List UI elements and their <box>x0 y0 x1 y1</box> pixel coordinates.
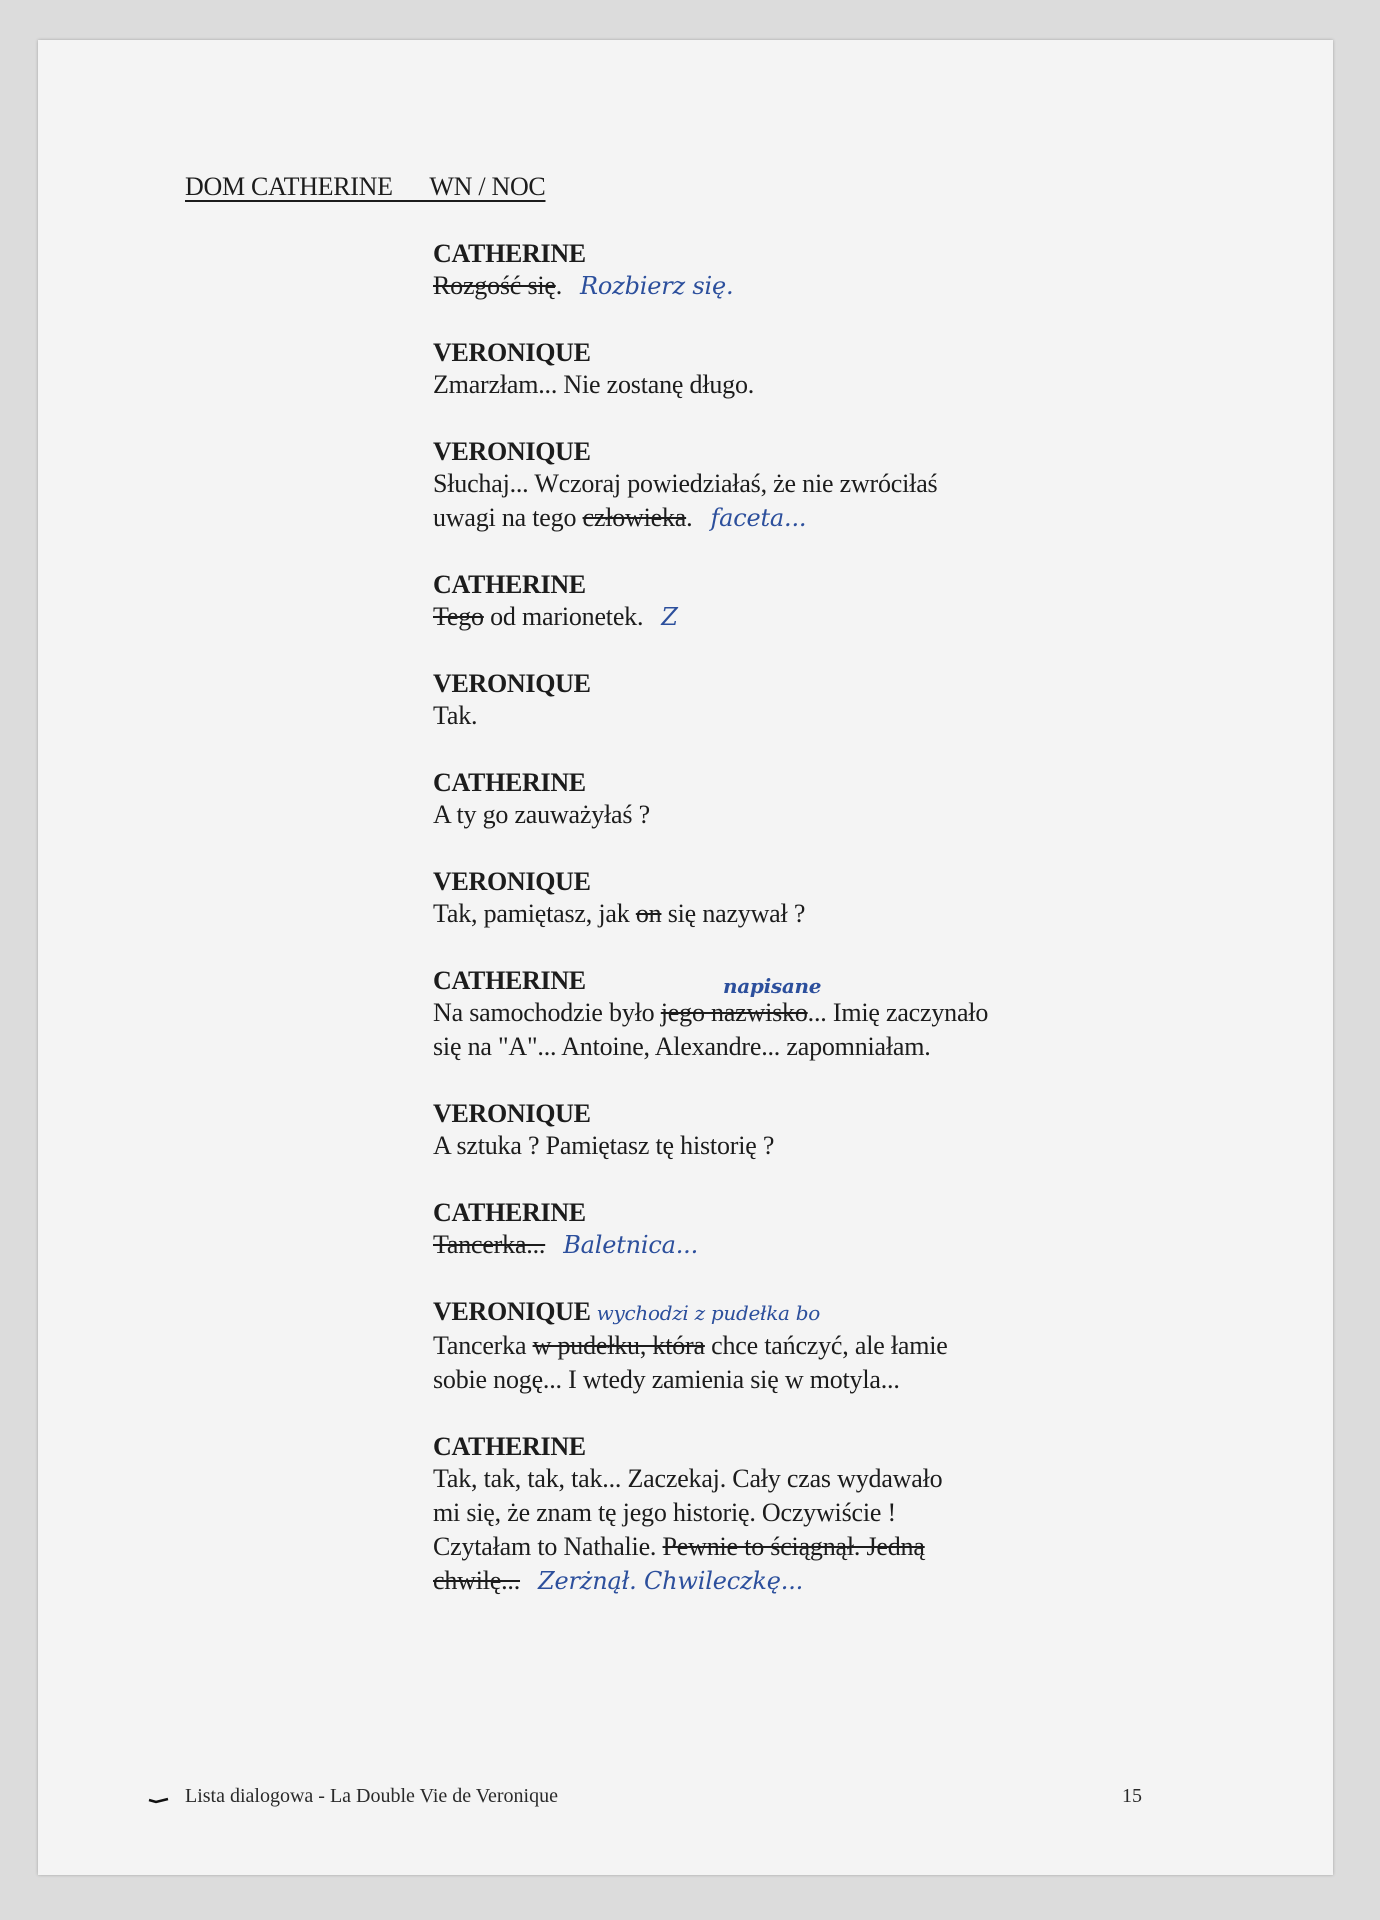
struck-text: Rozgość się <box>433 271 556 300</box>
dialogue-line <box>433 1564 1153 1598</box>
dialogue-list <box>433 238 1153 1632</box>
struck-text: Tancerka... <box>433 1230 546 1259</box>
line-text: A sztuka ? Pamiętasz tę historię ? <box>433 1131 775 1160</box>
struck-text: w pudełku, która <box>532 1331 705 1360</box>
line-text: pamiętasz, jak <box>483 899 636 928</box>
dialogue-line <box>433 1496 1153 1530</box>
dialogue-line <box>433 1030 1153 1064</box>
line-text: Tak. <box>433 701 478 730</box>
speaker-name: CATHERINE <box>433 239 586 268</box>
handwritten-annotation: napisane <box>723 974 822 998</box>
speaker-name: CATHERINE <box>433 570 586 599</box>
speaker-name: CATHERINE <box>433 1432 586 1461</box>
dialogue-line <box>433 600 1153 634</box>
struck-text: chwilę... <box>433 1566 521 1595</box>
dialogue-block <box>433 1197 1153 1262</box>
handwritten-annotation: faceta... <box>710 504 807 532</box>
dialogue-line <box>433 1462 1153 1496</box>
dialogue-line <box>433 501 1153 535</box>
dialogue-block <box>433 337 1153 402</box>
line-text: Tak, <box>433 899 484 928</box>
struck-text: on <box>635 899 662 928</box>
speaker-name: VERONIQUE <box>433 867 591 896</box>
dialogue-block <box>433 1431 1153 1598</box>
handwritten-annotation: Z <box>661 603 678 631</box>
scene-heading: DOM CATHERINE WN / NOC <box>185 172 546 201</box>
dialogue-block <box>433 1296 1153 1397</box>
speaker-name: VERONIQUE <box>433 1099 591 1128</box>
dialogue-block <box>433 238 1153 303</box>
struck-text: Pewnie to ściągnął. Jedną <box>662 1532 925 1561</box>
line-text: Słuchaj... Wczoraj powiedziałaś, że nie zwróciłaś <box>433 469 938 498</box>
dialogue-line <box>433 1228 1153 1262</box>
dialogue-line <box>433 467 1153 501</box>
line-text: Tancerka <box>433 1331 533 1360</box>
dialogue-block <box>433 668 1153 733</box>
dialogue-line <box>433 368 1153 402</box>
dialogue-line <box>433 897 1153 931</box>
dialogue-line <box>433 699 1153 733</box>
speaker-name: CATHERINE <box>433 1198 586 1227</box>
line-text: się nazywał ? <box>661 899 806 928</box>
line-text: mi się, że znam tę jego historię. Oczywiście ! <box>433 1498 896 1527</box>
dialogue-line <box>433 269 1153 303</box>
dialogue-line <box>433 996 1153 1030</box>
line-text: uwagi na tego <box>433 503 583 532</box>
dialogue-line <box>433 1363 1153 1397</box>
dialogue-line <box>433 1329 1153 1363</box>
handwritten-annotation: Zerżnął. Chwileczkę... <box>538 1567 804 1595</box>
line-text: sobie nogę... I wtedy zamienia się w motyla... <box>433 1365 900 1394</box>
dialogue-block <box>433 767 1153 832</box>
line-text: A ty go zauważyłaś ? <box>433 800 650 829</box>
footer-title: Lista dialogowa - La Double Vie de Veronique <box>185 1785 558 1807</box>
handwritten-annotation: Rozbierz się. <box>580 272 734 300</box>
dialogue-block <box>433 569 1153 634</box>
line-text: Na samochodzie było <box>433 998 661 1027</box>
speaker-name: CATHERINE napisane <box>433 965 1153 996</box>
line-text: Tak, tak, tak, tak... Zaczekaj. Cały czas wydawało <box>433 1464 943 1493</box>
line-text: . <box>686 503 693 532</box>
struck-text: Tego <box>433 602 484 631</box>
speaker-name: VERONIQUE <box>433 338 591 367</box>
speaker-name: CATHERINE <box>433 768 586 797</box>
line-text: ... Imię zaczynało <box>807 998 989 1027</box>
struck-text: jego nazwisko <box>660 998 808 1027</box>
dialogue-block <box>433 965 1153 1064</box>
handwritten-annotation: wychodzi z pudełka bo <box>596 1301 820 1325</box>
dialogue-block <box>433 436 1153 535</box>
line-text: Czytałam to Nathalie. <box>433 1532 663 1561</box>
speaker-name: VERONIQUE wychodzi z pudełka bo <box>433 1297 820 1326</box>
speaker-name: VERONIQUE <box>433 669 591 698</box>
dialogue-line <box>433 1129 1153 1163</box>
handwritten-annotation: Baletnica... <box>563 1231 699 1259</box>
speaker-name: VERONIQUE <box>433 437 591 466</box>
dialogue-block <box>433 866 1153 931</box>
dialogue-line <box>433 798 1153 832</box>
line-text: chce tańczyć, ale łamie <box>704 1331 948 1360</box>
line-text: . <box>555 271 563 300</box>
struck-text: człowieka <box>582 503 687 532</box>
dialogue-line <box>433 1530 1153 1564</box>
dialogue-block <box>433 1098 1153 1163</box>
line-text: od marionetek. <box>483 602 644 631</box>
pencil-mark-icon <box>148 1791 170 1799</box>
line-text: Zmarzłam... Nie zostanę długo. <box>433 370 755 399</box>
line-text: się na "A"... Antoine, Alexandre... zapomniałam. <box>433 1032 931 1061</box>
page-number: 15 <box>1122 1785 1142 1807</box>
